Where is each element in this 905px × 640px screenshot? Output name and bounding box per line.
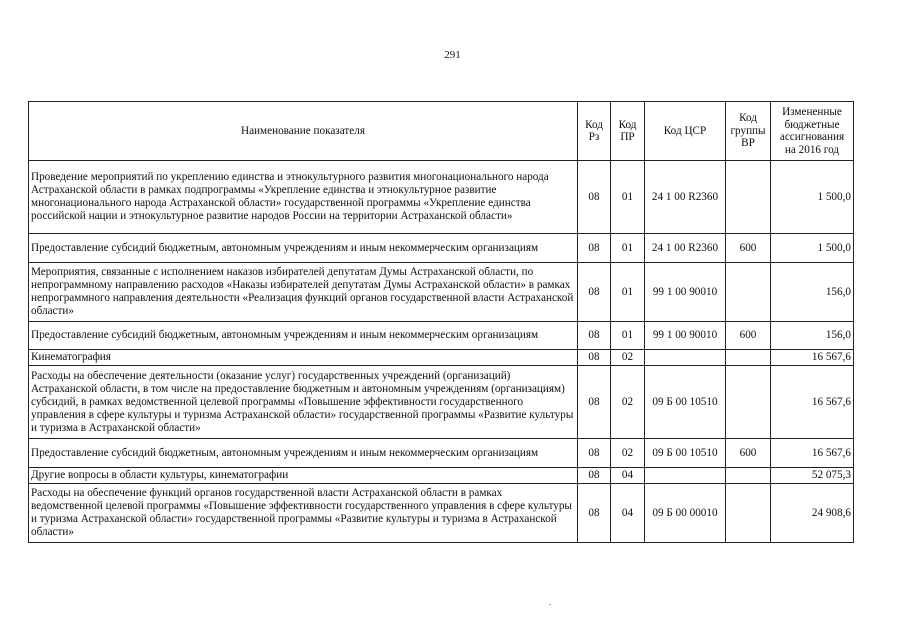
table-row — [29, 468, 854, 484]
cell-vr — [726, 161, 771, 234]
cell-rz: 08 — [578, 366, 611, 439]
table-row — [29, 161, 854, 234]
cell-csr: 24 1 00 R2360 — [645, 234, 726, 263]
table-row — [29, 366, 854, 439]
cell-amount: 16 567,6 — [771, 350, 854, 366]
cell-name: Расходы на обеспечение деятельности (оказание услуг) государственных учреждений (организаций) Астраханской области, в том числе на предоставление бюджетным и автономным учреждениям (организациям) субсидий, в рамках ведомственной целевой программы «Повышение эффективности государственного управления в сфере культуры и туризма Астраханской области» государственной программы «Развитие культуры и туризма в Астраханской области» — [29, 366, 578, 439]
header-vr: Код группы ВР — [726, 102, 771, 161]
cell-name: Предоставление субсидий бюджетным, автономным учреждениям и иным некоммерческим организациям — [29, 439, 578, 468]
cell-csr: 24 1 00 R2360 — [645, 161, 726, 234]
cell-name: Другие вопросы в области культуры, кинематографии — [29, 468, 578, 484]
cell-csr: 99 1 00 90010 — [645, 322, 726, 350]
cell-csr — [645, 350, 726, 366]
cell-pr: 04 — [611, 468, 645, 484]
header-name: Наименование показателя — [29, 102, 578, 161]
cell-csr: 09 Б 00 10510 — [645, 439, 726, 468]
cell-rz: 08 — [578, 350, 611, 366]
header-amount: Измененные бюджетные ассигнования на 2016 год — [771, 102, 854, 161]
header-csr: Код ЦСР — [645, 102, 726, 161]
cell-name: Предоставление субсидий бюджетным, автономным учреждениям и иным некоммерческим организациям — [29, 234, 578, 263]
table-header-row — [29, 102, 854, 161]
cell-rz: 08 — [578, 161, 611, 234]
cell-rz: 08 — [578, 484, 611, 543]
table-row — [29, 234, 854, 263]
cell-amount: 1 500,0 — [771, 161, 854, 234]
cell-vr: 600 — [726, 322, 771, 350]
page-number: 291 — [444, 49, 461, 61]
cell-pr: 02 — [611, 350, 645, 366]
cell-csr: 09 Б 00 00010 — [645, 484, 726, 543]
cell-pr: 01 — [611, 234, 645, 263]
cell-name: Предоставление субсидий бюджетным, автономным учреждениям и иным некоммерческим организациям — [29, 322, 578, 350]
cell-rz: 08 — [578, 439, 611, 468]
header-pr: Код ПР — [611, 102, 645, 161]
cell-amount: 24 908,6 — [771, 484, 854, 543]
cell-vr — [726, 263, 771, 322]
cell-rz: 08 — [578, 263, 611, 322]
cell-amount: 1 500,0 — [771, 234, 854, 263]
table-row — [29, 439, 854, 468]
cell-vr — [726, 468, 771, 484]
cell-vr — [726, 350, 771, 366]
cell-vr — [726, 484, 771, 543]
cell-rz: 08 — [578, 322, 611, 350]
cell-rz: 08 — [578, 234, 611, 263]
scan-speck — [549, 604, 551, 605]
cell-amount: 16 567,6 — [771, 439, 854, 468]
cell-vr: 600 — [726, 439, 771, 468]
cell-csr: 99 1 00 90010 — [645, 263, 726, 322]
cell-pr: 04 — [611, 484, 645, 543]
cell-amount: 156,0 — [771, 322, 854, 350]
cell-name: Расходы на обеспечение функций органов государственной власти Астраханской области в рамках ведомственной целевой программы «Повышение эффективности государственного управления в сфере культуры и туризма Астраханской области» государственной программы «Развитие культуры и туризма в Астраханской области» — [29, 484, 578, 543]
cell-rz: 08 — [578, 468, 611, 484]
cell-csr: 09 Б 00 10510 — [645, 366, 726, 439]
cell-pr: 01 — [611, 161, 645, 234]
header-rz: Код Рз — [578, 102, 611, 161]
cell-amount: 16 567,6 — [771, 366, 854, 439]
table-row — [29, 484, 854, 543]
cell-vr: 600 — [726, 234, 771, 263]
cell-csr — [645, 468, 726, 484]
cell-pr: 02 — [611, 366, 645, 439]
budget-table — [28, 101, 854, 543]
cell-pr: 01 — [611, 263, 645, 322]
cell-name: Мероприятия, связанные с исполнением наказов избирателей депутатам Думы Астраханской области, по непрограммному направлению расходов «Наказы избирателей депутатам Думы Астраханской области» в рамках непрограммного направления деятельности «Реализация функций органов государственной власти Астраханской области» — [29, 263, 578, 322]
cell-amount: 156,0 — [771, 263, 854, 322]
cell-name: Кинематография — [29, 350, 578, 366]
cell-pr: 01 — [611, 322, 645, 350]
table-row — [29, 350, 854, 366]
cell-name: Проведение мероприятий по укреплению единства и этнокультурного развития многонационального народа Астраханской области в рамках подпрограммы «Укрепление единства и этнокультурное развитие многонационального народа Астраханской области» государственной программы «Укрепление единства российской нации и этнокультурное развитие народов России на территории Астраханской области» — [29, 161, 578, 234]
cell-amount: 52 075,3 — [771, 468, 854, 484]
cell-vr — [726, 366, 771, 439]
table-row — [29, 263, 854, 322]
cell-pr: 02 — [611, 439, 645, 468]
table-row — [29, 322, 854, 350]
